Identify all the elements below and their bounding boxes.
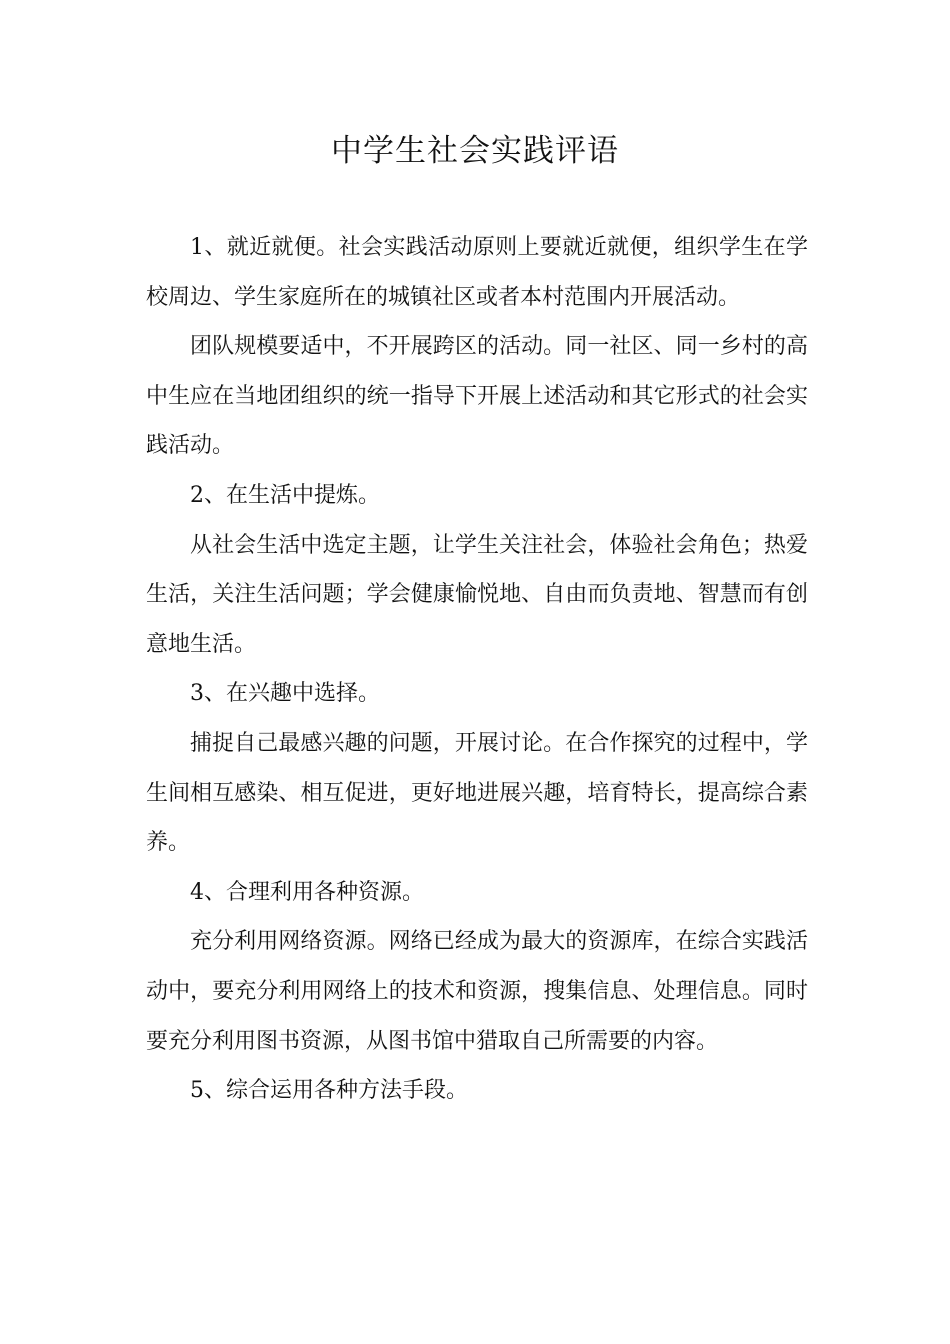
paragraph-7: 4、合理利用各种资源。 <box>190 879 424 905</box>
paragraph-3: 2、在生活中提炼。 <box>190 482 380 508</box>
paragraph-1: 1、就近就便。社会实践活动原则上要就近就便，组织学生在学校周边、学生家庭所在的城镇社区或者本村范围内开展活动。 <box>146 235 808 310</box>
document-title: 中学生社会实践评语 <box>331 133 619 169</box>
paragraph-9: 5、综合运用各种方法手段。 <box>190 1078 468 1104</box>
paragraph-6: 捕捉自己最感兴趣的问题，开展讨论。在合作探究的过程中，学生间相互感染、相互促进，更好地进展兴趣，培育特长，提高综合素养。 <box>146 730 808 856</box>
paragraph-2: 团队规模要适中，不开展跨区的活动。同一社区、同一乡村的高中生应在当地团组织的统一指导下开展上述活动和其它形式的社会实践活动。 <box>146 334 808 459</box>
paragraph-8: 充分利用网络资源。网络已经成为最大的资源库，在综合实践活动中，要充分利用网络上的技术和资源，搜集信息、处理信息。同时要充分利用图书资源，从图书馆中猎取自己所需要的内容。 <box>146 929 808 1054</box>
paragraph-4: 从社会生活中选定主题，让学生关注社会，体验社会角色；热爱生活，关注生活问题；学会健康愉悦地、自由而负责地、智慧而有创意地生活。 <box>146 532 808 657</box>
paragraph-5: 3、在兴趣中选择。 <box>190 681 380 707</box>
document-body <box>146 223 808 1116</box>
